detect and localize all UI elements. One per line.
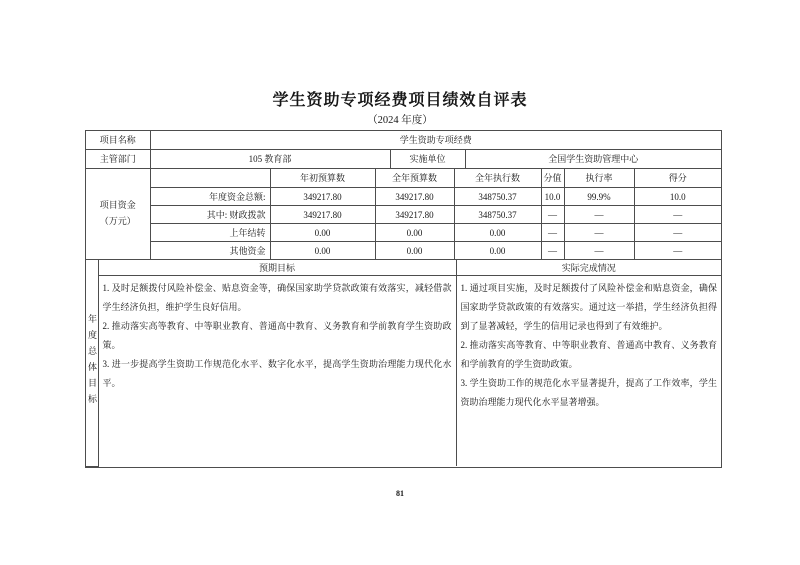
funding-section-label [86, 169, 150, 260]
funding-header-score-value: 分值 [541, 169, 564, 188]
impl-unit-label: 实施单位 [390, 149, 465, 168]
funding-value: — [634, 206, 721, 224]
goals-section-label [86, 260, 98, 466]
page-number: 81 [396, 489, 404, 498]
funding-section-label-line1: 项目资金 [99, 200, 136, 211]
goals-section-label-text: 年度总体目标 [87, 313, 97, 410]
goal-paragraph: 2. 推动落实高等教育、中等职业教育、普通高中教育、义务教育和学前教育学生资助政策。 [102, 320, 452, 350]
funding-value: 349217.80 [270, 206, 375, 224]
funding-value: — [541, 206, 564, 224]
funding-value: — [634, 224, 721, 242]
funding-header-empty [150, 169, 270, 188]
funding-value: — [564, 224, 634, 242]
funding-value: 0.00 [270, 224, 375, 242]
funding-value: 348750.37 [454, 188, 541, 206]
funding-value: 349217.80 [375, 206, 454, 224]
funding-header-annual-budget: 全年预算数 [375, 169, 454, 188]
funding-row-fiscal [86, 206, 721, 224]
funding-row-label: 其他资金 [150, 242, 270, 260]
funding-header-execution-rate: 执行率 [564, 169, 634, 188]
funding-value: — [564, 242, 634, 260]
funding-value: 10.0 [634, 188, 721, 206]
goal-paragraph: 1. 及时足额拨付风险补偿金、贴息资金等，确保国家助学贷款政策有效落实，减轻借款学生经济负担，维护学生良好信用。 [102, 282, 452, 312]
funding-value: 99.9% [564, 188, 634, 206]
funding-table [86, 169, 721, 261]
funding-row-label: 年度资金总额: [150, 188, 270, 206]
funding-value: 0.00 [270, 242, 375, 260]
evaluation-form [85, 130, 722, 468]
funding-row-other [86, 242, 721, 260]
goal-paragraph: 2. 推动落实高等教育、中等职业教育、普通高中教育、义务教育和学前教育的学生资助政策。 [460, 339, 717, 369]
funding-value: 0.00 [454, 242, 541, 260]
project-info-table [86, 131, 721, 169]
funding-row-total [86, 188, 721, 206]
goal-paragraph: 3. 进一步提高学生资助工作规范化水平、数字化水平，提高学生资助治理能力现代化水平。 [102, 358, 452, 388]
funding-header-initial-budget: 年初预算数 [270, 169, 375, 188]
funding-section-label-line2: （万元） [99, 215, 136, 226]
funding-value: 0.00 [454, 224, 541, 242]
dept-value: 105 教育部 [150, 149, 390, 168]
goal-paragraph: 3. 学生资助工作的规范化水平显著提升，提高了工作效率，学生资助治理能力现代化水平显著增强。 [460, 377, 717, 407]
funding-value: — [541, 224, 564, 242]
actual-completion-text [456, 275, 721, 466]
funding-header-score: 得分 [634, 169, 721, 188]
project-name-value: 学生资助专项经费 [150, 131, 721, 149]
dept-label: 主管部门 [86, 149, 150, 168]
funding-value: 0.00 [375, 242, 454, 260]
impl-unit-value: 全国学生资助管理中心 [465, 149, 721, 168]
project-name-label: 项目名称 [86, 131, 150, 149]
actual-completion-header: 实际完成情况 [456, 260, 721, 275]
funding-value: — [541, 242, 564, 260]
funding-value: 349217.80 [375, 188, 454, 206]
funding-row-label: 上年结转 [150, 224, 270, 242]
funding-value: — [564, 206, 634, 224]
funding-row-label: 其中: 财政拨款 [150, 206, 270, 224]
document-title: 学生资助专项经费项目绩效自评表 [272, 92, 528, 109]
funding-row-carryover [86, 224, 721, 242]
funding-header-annual-execution: 全年执行数 [454, 169, 541, 188]
expected-goals-text [98, 275, 456, 466]
expected-goals-header: 预期目标 [98, 260, 456, 275]
funding-value: 349217.80 [270, 188, 375, 206]
document-subtitle: （2024 年度） [367, 115, 433, 126]
goals-table [86, 260, 721, 467]
goal-paragraph: 1. 通过项目实施，及时足额拨付了风险补偿金和贴息资金，确保国家助学贷款政策的有效落实。通过这一举措，学生经济负担得到了显著减轻，学生的信用记录也得到了有效维护。 [460, 282, 717, 331]
funding-value: 348750.37 [454, 206, 541, 224]
funding-value: — [634, 242, 721, 260]
funding-value: 10.0 [541, 188, 564, 206]
funding-value: 0.00 [375, 224, 454, 242]
